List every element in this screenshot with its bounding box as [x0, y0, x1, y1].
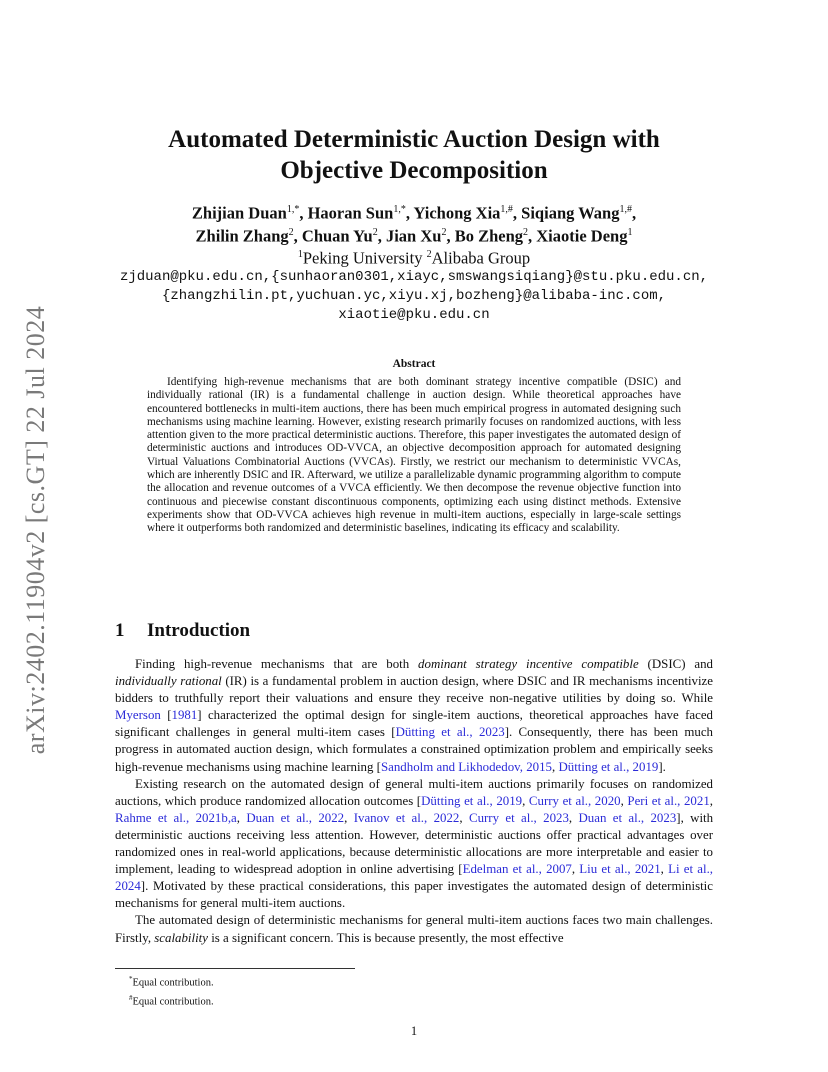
author-name: Xiaotie Deng	[536, 226, 628, 245]
citation-link[interactable]: Duan et al., 2022	[246, 810, 345, 825]
author-mark: 2	[441, 226, 447, 238]
arxiv-identifier: arXiv:2402.11904v2 [cs.GT] 22 Jul 2024	[21, 305, 50, 755]
author-mark: 2	[288, 226, 294, 238]
author-names-line-2: Zhilin Zhang$^2$, Chuan Yu$^2$, Jian Xu$^2$, Bo Zheng$^2$, Xiaotie Deng$^1$	[195, 226, 633, 245]
emphasis: dominant strategy incentive compatible	[418, 657, 639, 671]
paragraph-3: The automated design of deterministic mechanisms for general multi-item auctions faces two main challenges. Firstly, scalability is a significant concern. This is because presently, the most effective	[115, 913, 713, 945]
citation-link[interactable]: Curry et al., 2023	[468, 810, 569, 825]
author-name: Zhilin Zhang	[195, 226, 289, 245]
page-number: 1	[410, 1024, 418, 1038]
footnote-text: Equal contribution.	[132, 996, 214, 1007]
footnote-mark: *	[129, 975, 133, 983]
author-mark: 1,*	[393, 204, 406, 215]
footnote-mark: #	[129, 993, 133, 1002]
footnote-text: Equal contribution.	[132, 977, 214, 989]
footnote	[115, 972, 214, 991]
section-number: 1	[115, 620, 125, 641]
title-line-1: Automated Deterministic Auction Design with	[168, 126, 660, 153]
citation-link[interactable]: Edelman et al., 2007	[462, 862, 572, 877]
author-block	[115, 200, 713, 325]
emphasis: scalability	[154, 930, 208, 945]
citation-link[interactable]: Li et al., 2024	[115, 862, 714, 894]
paragraph-2: Existing research on the automated design of general multi-item auctions primarily focuses on randomized auctions, which produce randomized allocation outcomes [Dütting et al., 2019, Curry et al., 2020, Peri et al., 2021, Rahme et al., 2021b,a, Duan et al., 2022, Ivanov et al., 2022, Curry et al., 2023, Duan et al., 2023], with deterministic auctions receiving less attention. However, deterministic auctions offer practical advantages over randomized ones in real-world applications, because deterministic allocations are more interpretable and easier to implement, leading to widespread adoption in online advertising [Edelman et al., 2007, Liu et al., 2021, Li et al., 2024]. Motivated by these practical considerations, this paper investigates the automated design of deterministic mechanisms for general multi-item auctions.	[115, 776, 714, 911]
paper-title	[115, 124, 713, 186]
email-line-1: zjduan@pku.edu.cn,{sunhaoran0301,xiayc,smswangsiqiang}@stu.pku.edu.cn,	[119, 268, 709, 285]
author-name: Zhijian Duan	[191, 203, 287, 223]
citation-link[interactable]: Sandholm and Likhodedov, 2015	[380, 759, 552, 774]
citation-link[interactable]: Peri et al., 2021	[627, 793, 710, 808]
affiliation-mark: 2	[426, 249, 432, 260]
abstract-heading: Abstract	[392, 358, 436, 370]
citation-link[interactable]: Liu et al., 2021	[579, 862, 661, 877]
author-name: Siqiang Wang	[521, 203, 620, 223]
citation-link[interactable]: Myerson	[115, 708, 161, 723]
arxiv-side-stamp	[12, 300, 60, 760]
affiliation-alibaba: Alibaba Group	[431, 248, 531, 268]
author-name: Yichong Xia	[413, 203, 501, 223]
body-text	[115, 656, 713, 947]
affiliation-pku: Peking University	[302, 248, 427, 268]
citation-link[interactable]: Dütting et al., 2023	[395, 725, 505, 740]
footnote-divider	[115, 968, 355, 969]
email-line-2: {zhangzhilin.pt,yuchuan.yc,xiyu.xj,bozheng}@alibaba-inc.com,	[161, 287, 667, 304]
citation-link[interactable]: Ivanov et al., 2022	[353, 810, 460, 825]
author-name: Haoran Sun	[307, 203, 394, 223]
footnote	[115, 991, 214, 1010]
citation-link[interactable]: Dütting et al., 2019	[421, 793, 523, 808]
affiliations	[115, 245, 713, 268]
author-mark: 1,#	[619, 204, 632, 215]
author-mark: 1	[627, 226, 633, 238]
affiliation-mark: 1	[297, 249, 303, 260]
author-mark: 2	[523, 226, 528, 238]
citation-link[interactable]: 1981	[171, 708, 198, 723]
author-mark: 1,#	[500, 204, 513, 215]
citation-link[interactable]: Dütting et al., 2019	[558, 759, 659, 774]
section-title: Introduction	[147, 620, 251, 641]
author-name: Jian Xu	[385, 226, 442, 245]
email-line-3: xiaotie@pku.edu.cn	[338, 306, 490, 323]
paragraph-1: Finding high-revenue mechanisms that are both dominant strategy incentive compatible (DSIC) and individually rational (IR) is a fundamental problem in auction design, where DSIC and IR mechanisms incentivize bidders to truthfully report their valuations and ensure they receive non-negative utilities by doing so. While Myerson [1981] characterized the optimal design for single-item auctions, theoretical approaches have faced significant challenges in general multi-item cases [Dütting et al., 2023]. Consequently, there has been much progress in automated auction design, which formulates a constrained optimization problem and empirically seeks high-revenue mechanisms using machine learning [Sandholm and Likhodedov, 2015, Dütting et al., 2019].	[115, 657, 714, 774]
author-name: Chuan Yu	[301, 226, 373, 245]
author-mark: 1,*	[286, 204, 300, 215]
title-line-2: Objective Decomposition	[280, 157, 548, 184]
citation-link[interactable]: Curry et al., 2020	[528, 793, 621, 808]
citation-link[interactable]: Rahme et al., 2021b,a	[115, 810, 237, 825]
author-mark: 2	[372, 226, 378, 238]
citation-link[interactable]: Duan et al., 2023	[578, 810, 677, 825]
footnotes	[115, 972, 214, 1009]
author-name: Bo Zheng	[454, 226, 523, 245]
author-names-line-1: Zhijian Duan$^{1,*}$, Haoran Sun$^{1,*}$, Yichong Xia$^{1,\#}$, Siqiang Wang$^{1,\#}$,	[191, 203, 637, 223]
section-heading	[115, 620, 250, 642]
abstract-text: Identifying high-revenue mechanisms that are both dominant strategy incentive compatible (DSIC) and individually rational (IR) is a fundamental challenge in auction design. While theoretical approaches have encountered bottlenecks in multi-item auctions, there has been much empirical progress in automated designing such mechanisms using machine learning. However, existing research primarily focuses on randomized auctions, with less attention given to the more practical deterministic auctions. Therefore, this paper investigates the automated design of deterministic auctions and introduces OD-VVCA, an objective decomposition approach for automated designing Virtual Valuations Combinatorial Auctions (VVCAs). Firstly, we restrict our mechanism to deterministic VVCAs, which are inherently DSIC and IR. Afterward, we utilize a parallelizable dynamic programming algorithm to compute the allocation and revenue outcomes of a VVCA efficiently. We then decompose the revenue objective function into continuous and piecewise constant discontinuous components, optimizing each using distinct methods. Extensive experiments show that OD-VVCA achieves high revenue in multi-item auctions, especially in large-scale settings where it outperforms both randomized and deterministic baselines, indicating its efficacy and scalability.	[147, 376, 681, 535]
emphasis: individually rational	[115, 674, 222, 689]
